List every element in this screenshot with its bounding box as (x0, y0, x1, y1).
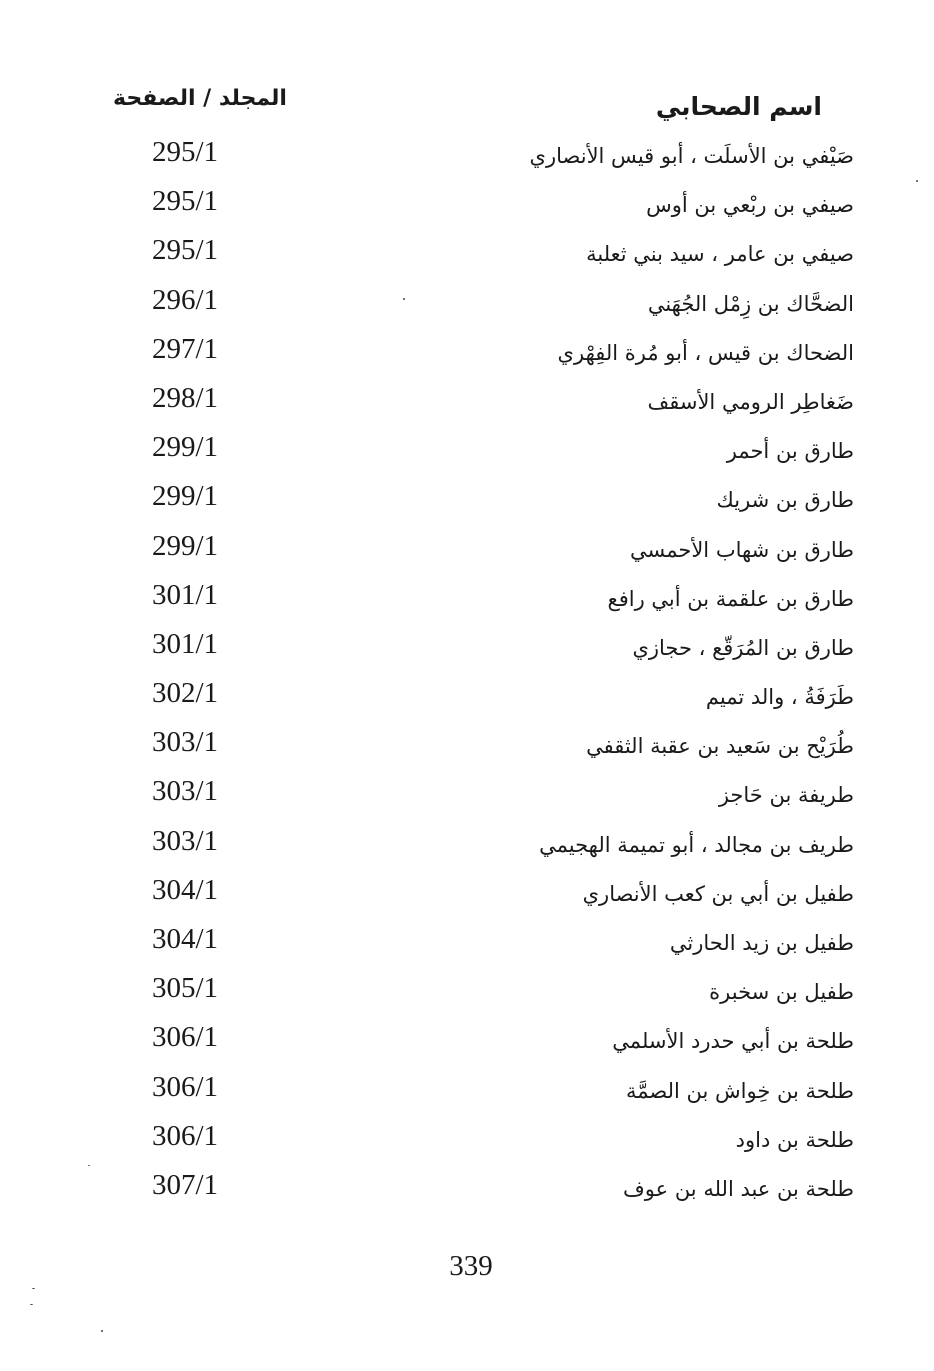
scan-speck (403, 298, 405, 300)
entry-companion-name: طارق بن شهاب الأحمسي (629, 537, 854, 562)
entry-volume-page: 303/1 (151, 824, 219, 857)
entry-volume-page: 299/1 (151, 480, 219, 513)
entry-volume-page: 302/1 (151, 677, 219, 710)
entry-companion-name: طلحة بن عبد الله بن عوف (623, 1176, 854, 1201)
entry-row (0, 280, 934, 329)
entry-companion-name: طلحة بن خِواش بن الصمَّة (626, 1078, 854, 1103)
entry-volume-page: 301/1 (151, 627, 219, 660)
entry-companion-name: صيفي بن عامر ، سيد بني ثعلبة (586, 242, 854, 267)
entry-row (0, 378, 934, 427)
entry-volume-page: 299/1 (151, 529, 219, 562)
page-number: 339 (449, 1250, 493, 1282)
scan-speck (916, 180, 918, 182)
entry-row (0, 476, 934, 525)
entry-row (0, 919, 934, 968)
entry-volume-page: 297/1 (151, 332, 219, 365)
entry-volume-page: 306/1 (151, 1070, 219, 1103)
entry-companion-name: طارق بن المُرَقّع ، حجازي (632, 635, 854, 660)
entry-companion-name: طلحة بن داود (735, 1127, 854, 1152)
entry-companion-name: الضحَّاك بن زِمْل الجُهَني (647, 291, 854, 316)
entry-volume-page: 306/1 (151, 1119, 219, 1152)
entry-companion-name: ضَغاطِر الرومي الأسقف (647, 389, 854, 414)
entry-row (0, 132, 934, 181)
entry-volume-page: 298/1 (151, 381, 219, 414)
entry-volume-page: 295/1 (151, 185, 219, 218)
entry-volume-page: 295/1 (151, 136, 219, 168)
entry-row (0, 771, 934, 820)
entry-companion-name: طَرَفَةُ ، والد تميم (705, 685, 854, 710)
entry-companion-name: صيفي بن ربْعي بن أوس (646, 193, 854, 218)
entry-row (0, 722, 934, 771)
entry-companion-name: طفيل بن زيد الحارثي (669, 931, 854, 955)
entry-row (0, 821, 934, 870)
entry-volume-page: 307/1 (151, 1168, 219, 1201)
entry-row (0, 968, 934, 1017)
entry-row (0, 230, 934, 279)
entry-row (0, 624, 934, 673)
entry-row (0, 575, 934, 624)
scan-speck (101, 1330, 103, 1332)
entry-row (0, 673, 934, 722)
entry-companion-name: طارق بن شريك (716, 488, 854, 513)
entry-row (0, 526, 934, 575)
entry-volume-page: 304/1 (151, 923, 219, 955)
entry-companion-name: طريف بن مجالد ، أبو تميمة الهجيمي (539, 832, 854, 857)
scan-speck (32, 1288, 35, 1289)
entry-volume-page: 296/1 (151, 283, 219, 316)
scan-speck (30, 1304, 33, 1305)
entry-volume-page: 295/1 (151, 234, 219, 267)
entry-companion-name: طفيل بن أبي بن كعب الأنصاري (582, 881, 854, 906)
entry-row (0, 1067, 934, 1116)
entry-companion-name: طريفة بن حَاجز (718, 783, 854, 808)
entry-volume-page: 301/1 (151, 578, 219, 611)
entry-companion-name: الضحاك بن قيس ، أبو مُرة الفِهْري (557, 340, 854, 365)
entry-row (0, 329, 934, 378)
entry-companion-name: طفيل بن سخبرة (709, 980, 854, 1005)
entries-list (0, 132, 934, 1214)
entry-row (0, 181, 934, 230)
entry-volume-page: 304/1 (151, 873, 219, 906)
entry-volume-page: 303/1 (151, 775, 219, 808)
companion-name-column-header: اسم الصحابي (655, 92, 822, 121)
entry-volume-page: 299/1 (151, 431, 219, 464)
entry-row (0, 1116, 934, 1165)
entry-row (0, 427, 934, 476)
entry-companion-name: طُرَيْح بن سَعيد بن عقبة الثقفي (586, 734, 854, 759)
entry-row (0, 1017, 934, 1066)
entry-row (0, 1165, 934, 1214)
entry-companion-name: صَيْفي بن الأسلَت ، أبو قيس الأنصاري (529, 144, 854, 168)
entry-volume-page: 303/1 (151, 726, 219, 759)
entry-companion-name: طارق بن أحمر (726, 439, 854, 464)
entry-companion-name: طلحة بن أبي حدرد الأسلمي (612, 1029, 854, 1054)
scan-speck (88, 1165, 90, 1166)
volume-page-column-header: المجلد / الصفحة (113, 86, 287, 111)
entry-companion-name: طارق بن علقمة بن أبي رافع (607, 586, 854, 611)
entry-volume-page: 306/1 (151, 1021, 219, 1054)
entry-row (0, 870, 934, 919)
entry-volume-page: 305/1 (151, 972, 219, 1005)
table-header (0, 82, 934, 126)
